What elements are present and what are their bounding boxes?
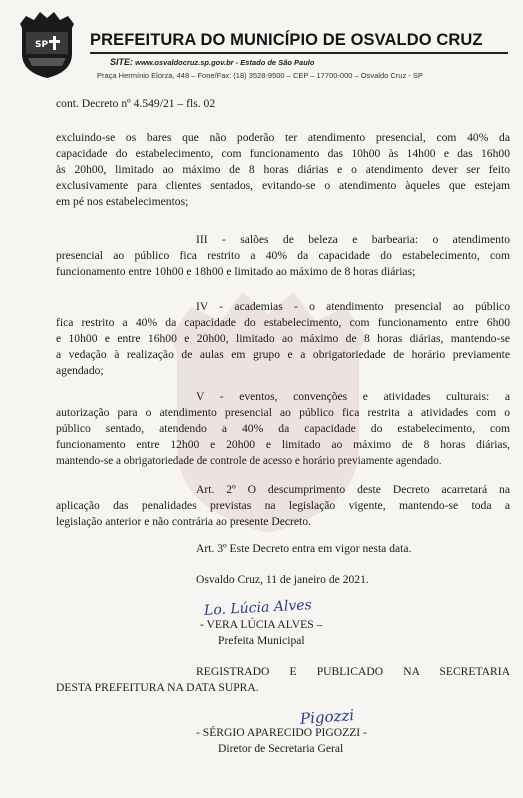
header-divider bbox=[90, 52, 508, 54]
paragraph-1-line-4: exclusivamente para clientes sentados, evitando-se o atendimento àqueles que estejam bbox=[56, 179, 510, 192]
paragraph-4-line-4: funcionamento entre 12h00 e 20h00 e limitado ao máximo de 8 horas diárias, bbox=[56, 438, 510, 451]
signature-2-handwriting: Pigozzi bbox=[299, 706, 355, 728]
paragraph-4-line-3: público sentado, atendendo a 40% da capacidade do estabelecimento, com bbox=[56, 422, 510, 435]
paragraph-3-line-4: a vedação à realização de aulas em grupo e a obrigatoriedade de horário previamente bbox=[56, 348, 510, 361]
paragraph-1-line-2: capacidade do estabelecimento, com funcionamento das 10h00 às 14h00 e das 16h00 bbox=[56, 147, 510, 160]
paragraph-5-line-2: aplicação das penalidades previstas na legislação vigente, mantendo-se toda a bbox=[56, 499, 510, 512]
header-site bbox=[110, 57, 314, 67]
municipal-crest-icon bbox=[16, 10, 78, 80]
paragraph-2-line-3: funcionamento entre 10h00 e 18h00 e limitado ao máximo de 8 horas diárias; bbox=[56, 265, 416, 278]
paragraph-3-line-5: agendado; bbox=[56, 364, 104, 377]
signature-1-handwriting: Lo. Lúcia Alves bbox=[203, 597, 313, 619]
paragraph-3-line-1: IV - academias - o atendimento presencial ao público bbox=[196, 300, 510, 313]
registration-line-2: DESTA PREFEITURA NA DATA SUPRA. bbox=[56, 681, 259, 694]
paragraph-1-line-1: excluindo-se os bares que não poderão ter atendimento presencial, com 40% da bbox=[56, 131, 510, 144]
registration-line-1: REGISTRADO E PUBLICADO NA SECRETARIA bbox=[196, 665, 510, 678]
paragraph-2-line-1: III - salões de beleza e barbearia: o atendimento bbox=[196, 233, 510, 246]
paragraph-3-line-2: fica restrito a 40% da capacidade do estabelecimento, com funcionamento entre 6h00 bbox=[56, 316, 510, 329]
article-3: Art. 3º Este Decreto entra em vigor nesta data. bbox=[196, 542, 412, 555]
paragraph-4-line-1: V - eventos, convenções e atividades culturais: a bbox=[196, 390, 510, 403]
signature-1-role: Prefeita Municipal bbox=[218, 634, 305, 647]
site-url[interactable]: www.osvaldocruz.sp.gov.br - Estado de São Paulo bbox=[135, 58, 315, 67]
crest-initials: SP bbox=[35, 40, 49, 50]
paragraph-1-line-3: às 20h00, limitado ao máximo de 8 horas diárias e o atendimento dever ser feito bbox=[56, 163, 510, 176]
document-date: Osvaldo Cruz, 11 de janeiro de 2021. bbox=[196, 573, 369, 586]
paragraph-2-line-2: presencial ao público fica restrito a 40% da capacidade do estabelecimento, com bbox=[56, 249, 510, 262]
paragraph-4-line-2: autorização para o atendimento presencial ao público fica restrita a atividades com o bbox=[56, 406, 510, 419]
site-label: SITE: bbox=[110, 57, 134, 67]
paragraph-1-line-5: em pé nos estabelecimentos; bbox=[56, 195, 189, 208]
paragraph-3-line-3: e 10h00 e entre 16h00 e 20h00, limitado ao máximo de 8 horas diárias, mantendo-se bbox=[56, 332, 510, 345]
signature-2-role: Diretor de Secretaria Geral bbox=[218, 742, 344, 755]
paragraph-5-line-1: Art. 2º O descumprimento deste Decreto acarretará na bbox=[196, 483, 510, 496]
paragraph-5-line-3: legislação anterior e não contrária ao presente Decreto. bbox=[56, 515, 311, 528]
continuation-reference: cont. Decreto nº 4.549/21 – fls. 02 bbox=[56, 97, 216, 110]
header-title: PREFEITURA DO MUNICÍPIO DE OSVALDO CRUZ bbox=[90, 31, 483, 49]
signature-2-name: - SÉRGIO APARECIDO PIGOZZI - bbox=[196, 726, 367, 739]
paragraph-4-line-5: mantendo-se a obrigatoriedade de controle de acesso e horário previamente agendado. bbox=[56, 455, 442, 467]
header-address: Praça Hermínio Elorza, 448 – Fone/Fax: (18) 3528-9500 – CEP – 17700-000 – Osvaldo Cruz - SP bbox=[97, 71, 423, 80]
signature-1-name: - VERA LÚCIA ALVES – bbox=[200, 618, 323, 631]
